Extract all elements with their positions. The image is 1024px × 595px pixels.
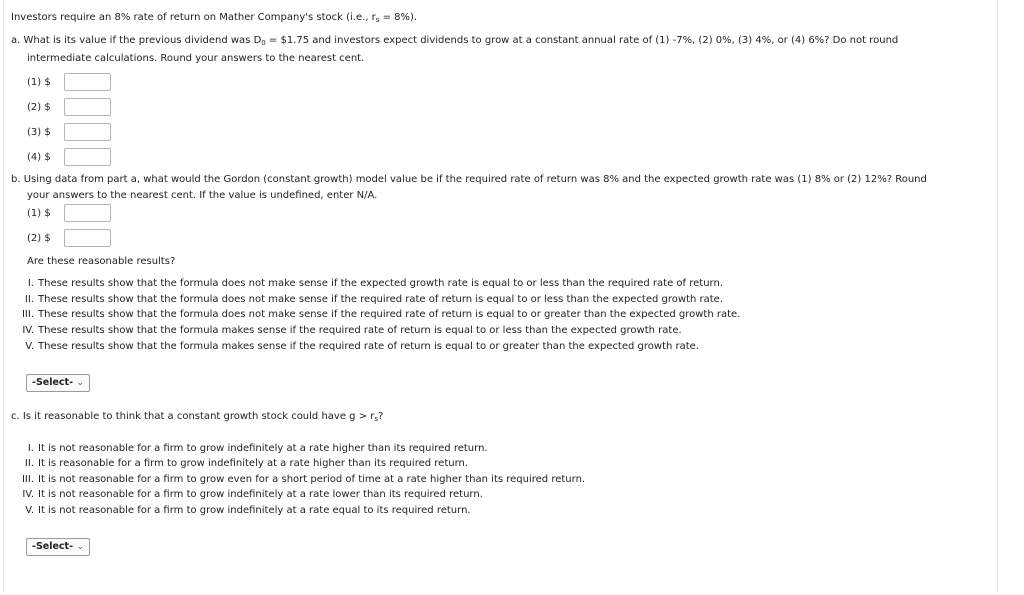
chevron-down-icon: ⌄: [76, 378, 84, 388]
option-text: It is not reasonable for a firm to grow indefinitely at a rate higher than its required return.: [38, 443, 488, 454]
part-b-label-2: (2) $: [27, 233, 51, 244]
option-text: These results show that the formula does not make sense if the expected growth rate is equal to or less than the required rate of return.: [38, 278, 723, 289]
select-label: -Select-: [32, 377, 74, 388]
part-b-option-2: [12, 293, 723, 306]
part-a-label-4: (4) $: [27, 152, 51, 163]
intro-sub: s: [375, 16, 380, 24]
part-c-post: ?: [378, 411, 384, 422]
part-b-option-1: [12, 277, 723, 290]
part-c-option-5: [12, 504, 471, 517]
option-text: It is not reasonable for a firm to grow indefinitely at a rate equal to its required return.: [38, 505, 471, 516]
part-b-question: Are these reasonable results?: [27, 256, 176, 267]
part-a-answer-4[interactable]: [64, 148, 111, 166]
part-a-answer-1[interactable]: [64, 73, 111, 91]
intro-post: = 8%).: [379, 12, 418, 23]
part-a-answer-3[interactable]: [64, 123, 111, 141]
part-c-option-3: [12, 473, 585, 486]
option-text: It is not reasonable for a firm to grow indefinitely at a rate lower than its required return.: [38, 489, 483, 500]
intro-pre: Investors require an 8% rate of return on Mather Company's stock (i.e., r: [11, 12, 376, 23]
option-numeral: III.: [21, 309, 34, 320]
intro-text: [11, 11, 417, 27]
option-numeral: III.: [21, 474, 34, 485]
part-b-answer-2[interactable]: [64, 229, 111, 247]
option-text: These results show that the formula makes sense if the required rate of return is equal to or less than the expected growth rate.: [38, 325, 682, 336]
option-numeral: II.: [24, 294, 34, 305]
option-numeral: II.: [24, 458, 34, 469]
part-b-option-4: [12, 324, 682, 337]
part-a-label-3: (3) $: [27, 127, 51, 138]
part-a-post: = $1.75 and investors expect dividends to grow at a constant annual rate of (1) -7%, (2) 0%, (3) 4%, or (4) 6%? Do not round: [265, 35, 899, 46]
part-c-option-4: [12, 488, 483, 501]
option-numeral: IV.: [22, 325, 34, 336]
part-a-line2: intermediate calculations. Round your answers to the nearest cent.: [27, 53, 365, 64]
part-a-label-1: (1) $: [27, 77, 51, 88]
option-numeral: V.: [25, 341, 34, 352]
part-a-line1: [11, 34, 898, 50]
option-numeral: IV.: [22, 489, 34, 500]
part-a-label-2: (2) $: [27, 102, 51, 113]
part-c-pre: c. Is it reasonable to think that a constant growth stock could have g > r: [11, 411, 375, 422]
chevron-down-icon: ⌄: [76, 542, 84, 552]
part-a-pre: a. What is its value if the previous dividend was D: [11, 35, 262, 46]
part-b-option-3: [12, 308, 740, 321]
option-text: These results show that the formula does not make sense if the required rate of return is equal to or greater than the expected growth rate.: [38, 309, 741, 320]
part-a-answer-2[interactable]: [64, 98, 111, 116]
option-numeral: V.: [25, 505, 34, 516]
part-c-sub: s: [374, 415, 379, 423]
part-b-select-dropdown[interactable]: [26, 374, 90, 392]
part-b-option-5: [12, 340, 699, 353]
part-c-select-dropdown[interactable]: [26, 538, 90, 556]
part-b-answer-1[interactable]: [64, 204, 111, 222]
option-text: These results show that the formula does not make sense if the required rate of return is equal to or less than the expected growth rate.: [38, 294, 723, 305]
option-text: These results show that the formula makes sense if the required rate of return is equal to or greater than the expected growth rate.: [38, 341, 700, 352]
part-c-option-1: [12, 442, 488, 455]
select-label: -Select-: [32, 541, 74, 552]
option-numeral: I.: [27, 443, 34, 454]
option-text: It is not reasonable for a firm to grow even for a short period of time at a rate higher than its required return.: [38, 474, 586, 485]
part-b-label-1: (1) $: [27, 208, 51, 219]
part-b-line1: b. Using data from part a, what would the Gordon (constant growth) model value be if the required rate of return was 8% and the expected growth rate was (1) 8% or (2) 12%? Round: [11, 174, 927, 185]
part-a-sub: 0: [261, 39, 266, 47]
part-b-line2: your answers to the nearest cent. If the value is undefined, enter N/A.: [27, 190, 378, 201]
part-c-option-2: [12, 457, 468, 470]
option-text: It is reasonable for a firm to grow indefinitely at a rate higher than its required return.: [38, 458, 469, 469]
part-c-question: [11, 410, 383, 426]
option-numeral: I.: [27, 278, 34, 289]
